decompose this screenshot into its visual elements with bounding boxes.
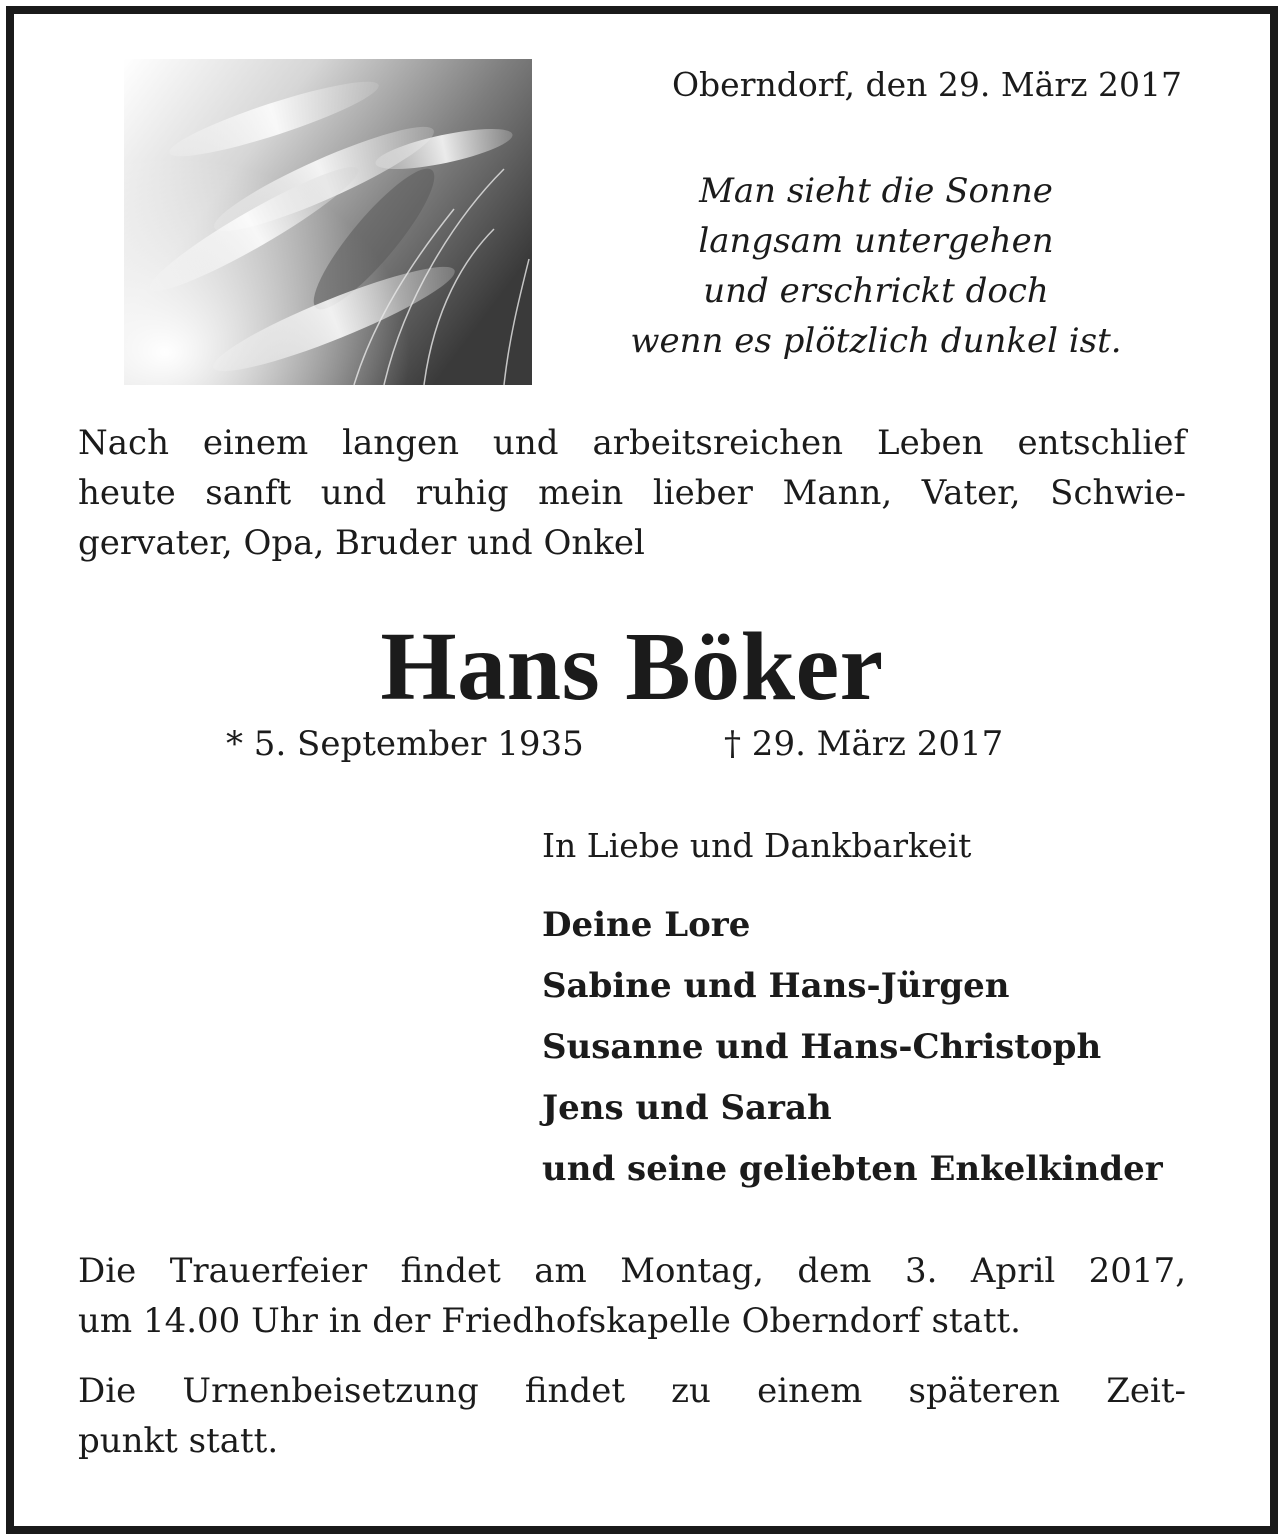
mourner-list: [542, 895, 1163, 1200]
death-date: † 29. März 2017: [724, 724, 1004, 764]
funeral-line: um 14.00 Uhr in der Friedhofskapelle Oberndorf statt.: [78, 1301, 1021, 1341]
grass-photo: [124, 59, 532, 385]
burial-notice: [78, 1366, 1186, 1466]
mourner-name: Susanne und Hans-Christoph: [542, 1027, 1102, 1067]
burial-line: Die Urnenbeisetzung findet zu einem späteren Zeit-: [78, 1371, 1186, 1411]
mourner-name: Jens und Sarah: [542, 1088, 832, 1128]
deceased-name: Hans Böker: [380, 613, 884, 721]
mourner-name: Sabine und Hans-Jürgen: [542, 966, 1010, 1006]
intro-line: heute sanft und ruhig mein lieber Mann, Vater, Schwie-: [78, 473, 1186, 513]
poem-line: Man sieht die Sonne: [699, 171, 1053, 211]
birth-date: * 5. September 1935: [226, 724, 584, 764]
mourner-name: und seine geliebten Enkelkinder: [542, 1149, 1163, 1189]
intro-text: [78, 418, 1186, 568]
poem-line: und erschrickt doch: [703, 271, 1049, 311]
poem-line: wenn es plötzlich dunkel ist.: [630, 321, 1122, 361]
poem-line: langsam untergehen: [698, 221, 1054, 261]
burial-line: punkt statt.: [78, 1421, 279, 1461]
signoff: In Liebe und Dankbarkeit: [542, 826, 972, 865]
intro-line: Nach einem langen und arbeitsreichen Leben entschlief: [78, 423, 1186, 463]
funeral-line: Die Trauerfeier findet am Montag, dem 3. April 2017,: [78, 1251, 1186, 1291]
dateline: Oberndorf, den 29. März 2017: [672, 65, 1182, 104]
intro-line: gervater, Opa, Bruder und Onkel: [78, 523, 645, 563]
funeral-notice: [78, 1246, 1186, 1346]
poem: [570, 166, 1182, 366]
mourner-name: Deine Lore: [542, 905, 751, 945]
